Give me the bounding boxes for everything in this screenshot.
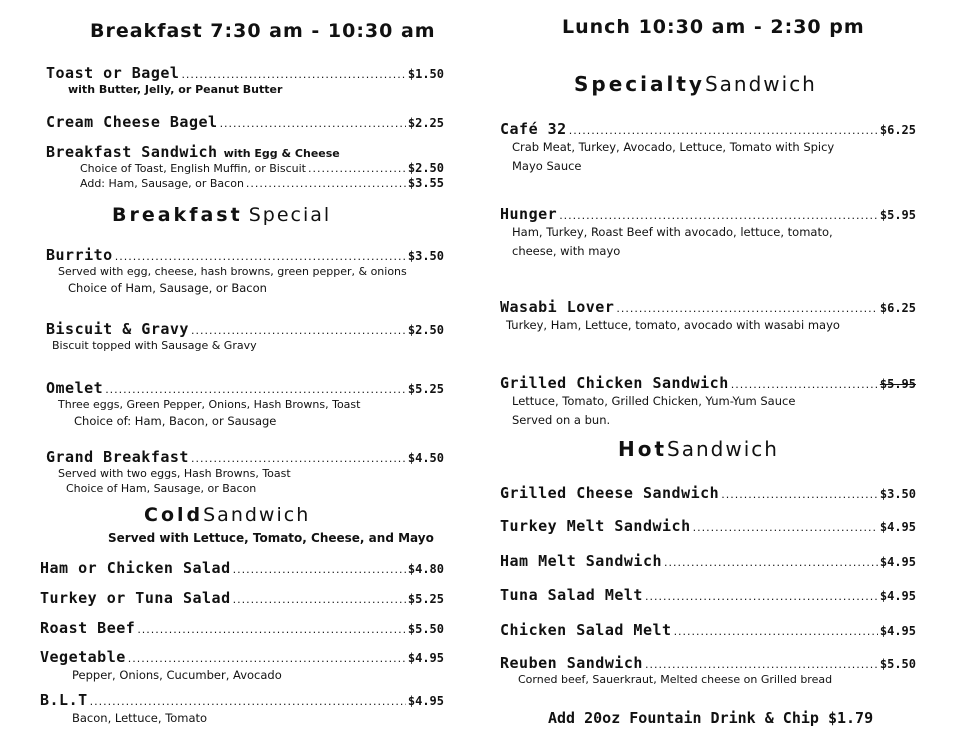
- item-desc: Lettuce, Tomato, Grilled Chicken, Yum-Yum Sauce: [512, 394, 796, 408]
- menu-item: [500, 205, 916, 261]
- item-desc: with Butter, Jelly, or Peanut Butter: [68, 83, 283, 96]
- item-name: Burrito: [46, 246, 113, 264]
- item-name: Cream Cheese Bagel: [46, 113, 218, 131]
- item-desc: Served on a bun.: [512, 413, 611, 427]
- section-subtitle: Served with Lettuce, Tomato, Cheese, and Mayo: [108, 531, 434, 545]
- menu-item: [40, 559, 444, 577]
- menu-item: [46, 143, 444, 191]
- addon-offer: Add 20oz Fountain Drink & Chip $1.79: [548, 709, 874, 727]
- item-name: Vegetable: [40, 648, 126, 666]
- section-title-cold-sandwich: ColdSandwich: [144, 504, 311, 526]
- menu-item: [46, 448, 444, 496]
- item-name: Breakfast Sandwich: [46, 143, 218, 161]
- item-name: Biscuit & Gravy: [46, 320, 189, 338]
- item-desc: Served with two eggs, Hash Browns, Toast: [58, 467, 291, 480]
- item-name: B.L.T: [40, 691, 88, 709]
- item-price: $2.50: [407, 161, 444, 175]
- item-name: Tuna Salad Melt: [500, 586, 643, 604]
- menu-item: [500, 586, 916, 604]
- item-desc: Corned beef, Sauerkraut, Melted cheese on Grilled bread: [518, 673, 833, 686]
- item-price: $3.50: [407, 249, 444, 263]
- item-name: Wasabi Lover: [500, 298, 615, 316]
- item-name: Chicken Salad Melt: [500, 621, 672, 639]
- item-price: $4.80: [407, 562, 444, 576]
- menu-item: [500, 298, 916, 335]
- menu-item: [500, 654, 916, 687]
- item-desc: Served with egg, cheese, hash browns, green pepper, & onions: [58, 265, 407, 278]
- item-name: Reuben Sandwich: [500, 654, 643, 672]
- item-price: $4.95: [879, 589, 916, 603]
- item-note: with Egg & Cheese: [223, 147, 340, 160]
- menu-item: [40, 619, 444, 637]
- item-price: $5.25: [407, 592, 444, 606]
- item-desc: Pepper, Onions, Cucumber, Avocado: [72, 668, 282, 682]
- item-price: $4.95: [879, 555, 916, 569]
- item-price: $5.25: [407, 382, 444, 396]
- item-price: $4.95: [879, 520, 916, 534]
- menu-item: [46, 113, 444, 131]
- item-name: Turkey Melt Sandwich: [500, 517, 691, 535]
- section-title-specialty-sandwich: SpecialtySandwich: [574, 72, 817, 96]
- item-desc: Choice of: Ham, Bacon, or Sausage: [74, 414, 277, 428]
- item-desc: Biscuit topped with Sausage & Gravy: [52, 339, 257, 352]
- item-name: Turkey or Tuna Salad: [40, 589, 231, 607]
- menu-item: [46, 64, 444, 97]
- menu-item: [46, 320, 444, 353]
- item-price: $3.50: [879, 487, 916, 501]
- item-name: Hunger: [500, 205, 558, 223]
- item-price: $2.25: [407, 116, 444, 130]
- item-desc: cheese, with mayo: [512, 244, 621, 258]
- menu-item: [40, 648, 444, 685]
- menu-item: [500, 621, 916, 639]
- item-desc: Choice of Ham, Sausage, or Bacon: [66, 482, 257, 495]
- menu-item: [46, 246, 444, 298]
- item-name: Grand Breakfast: [46, 448, 189, 466]
- item-price: $1.50: [407, 67, 444, 81]
- item-desc: Three eggs, Green Pepper, Onions, Hash Browns, Toast: [58, 398, 361, 411]
- item-desc: Crab Meat, Turkey, Avocado, Lettuce, Tomato with Spicy: [512, 140, 835, 154]
- section-title-hot-sandwich: HotSandwich: [618, 437, 779, 461]
- item-price: $2.50: [407, 323, 444, 337]
- item-desc: Ham, Turkey, Roast Beef with avocado, lettuce, tomato,: [512, 225, 833, 239]
- menu-item: [500, 484, 916, 502]
- item-name: Grilled Chicken Sandwich: [500, 374, 729, 392]
- item-price: $4.50: [407, 451, 444, 465]
- item-price: $5.95: [879, 208, 916, 222]
- item-price: $5.50: [407, 622, 444, 636]
- item-price: $4.95: [879, 624, 916, 638]
- item-name: Grilled Cheese Sandwich: [500, 484, 720, 502]
- item-name: Toast or Bagel: [46, 64, 180, 82]
- menu-item: [500, 374, 916, 430]
- item-price: $5.95: [879, 377, 916, 391]
- item-name: Ham or Chicken Salad: [40, 559, 231, 577]
- item-price: $4.95: [407, 651, 444, 665]
- menu-item: [46, 379, 444, 431]
- menu-item: [500, 552, 916, 570]
- menu-item: [40, 691, 444, 728]
- lunch-hours: Lunch 10:30 am - 2:30 pm: [562, 16, 865, 38]
- item-option: Choice of Toast, English Muffin, or Biscuit: [80, 162, 306, 175]
- menu-item: [40, 589, 444, 607]
- item-name: Omelet: [46, 379, 104, 397]
- item-desc: Mayo Sauce: [512, 159, 582, 173]
- item-price: $5.50: [879, 657, 916, 671]
- item-desc: Turkey, Ham, Lettuce, tomato, avocado with wasabi mayo: [506, 318, 840, 332]
- item-desc: Bacon, Lettuce, Tomato: [72, 711, 208, 725]
- section-title-breakfast-special: Breakfast Special: [112, 204, 332, 226]
- menu-item: [500, 120, 916, 176]
- breakfast-hours: Breakfast 7:30 am - 10:30 am: [90, 20, 436, 42]
- item-name: Ham Melt Sandwich: [500, 552, 663, 570]
- item-price: $6.25: [879, 123, 916, 137]
- item-price: $6.25: [879, 301, 916, 315]
- item-price: $3.55: [407, 176, 444, 190]
- item-name: Roast Beef: [40, 619, 136, 637]
- item-desc: Choice of Ham, Sausage, or Bacon: [68, 281, 267, 295]
- item-name: Café 32: [500, 120, 567, 138]
- item-option: Add: Ham, Sausage, or Bacon: [80, 177, 244, 190]
- item-price: $4.95: [407, 694, 444, 708]
- menu-item: [500, 517, 916, 535]
